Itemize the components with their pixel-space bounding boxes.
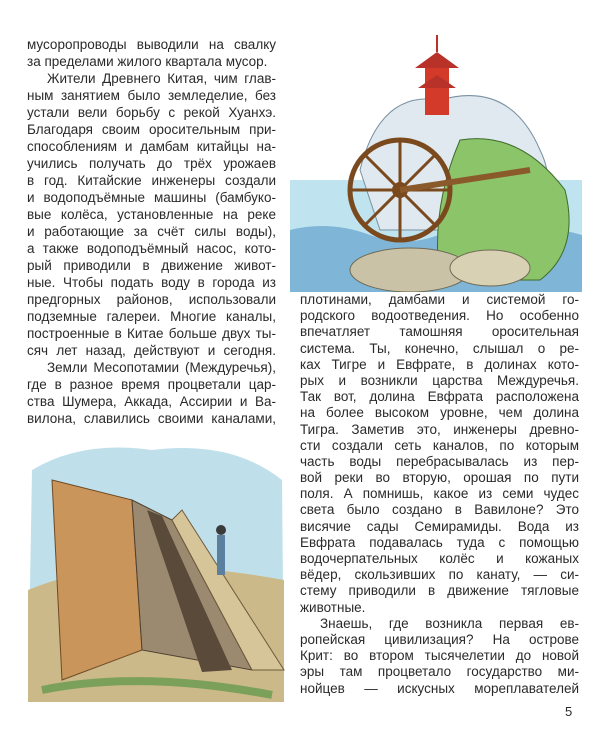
text-line: в год. Китайские инженеры создали xyxy=(27,173,276,188)
text-line: часть воды перебрасывалась из пер- xyxy=(300,453,579,469)
text-line: Жители Древнего Китая, чим глав- xyxy=(47,71,276,86)
text-line: способлениям и дамбам китайцы на- xyxy=(27,139,276,154)
text-line: сяч лет назад, действуют и сегодня. xyxy=(27,343,276,358)
text-line: вой реки во вторую, орошая по пути xyxy=(300,470,579,486)
text-line: где в разное время процветали цар- xyxy=(27,377,276,392)
text-line: мусоропроводы выводили на свалку xyxy=(27,37,276,52)
text-line: водочерпательных колёс и кожаных xyxy=(300,551,579,566)
text-line: поля. А помнишь, какое из семи чудес xyxy=(300,486,579,502)
text-line: учились получать до трёх урожаев xyxy=(27,156,276,171)
text-line: ропейская цивилизация? На острове xyxy=(300,631,579,647)
text-line: Земли Месопотамии (Междуречья), xyxy=(47,360,276,375)
text-line: вилона, славились своими каналами, xyxy=(27,411,276,426)
text-line: рых и возникли царства Междуречья. xyxy=(300,372,579,388)
text-line: и водоподъёмные машины (бамбуко- xyxy=(27,190,276,205)
text-line: ках Тигре и Евфрате, в долинах кото- xyxy=(300,356,579,372)
text-line: животные. xyxy=(300,599,366,615)
text-line: сти создали сеть каналов, по которым xyxy=(300,437,579,453)
text-line: вёдер, скользивших по канату, — си- xyxy=(300,567,579,583)
text-line: эры там процветало государство ми- xyxy=(300,664,579,680)
text-line: Знаешь, где возникла первая ев- xyxy=(320,615,579,631)
text-line: висячие сады Семирамиды. Вода из xyxy=(300,518,579,534)
page-number: 5 xyxy=(565,704,573,719)
text-line: подземные галереи. Многие каналы, xyxy=(27,309,276,324)
text-line: построенные в Китае больше двух ты- xyxy=(27,326,276,341)
text-line: ства Шумера, Аккада, Ассирии и Ва- xyxy=(27,394,276,409)
chinese-waterwheel-illustration xyxy=(290,30,582,292)
text-line: ным занятием было земледелие, без xyxy=(27,88,276,103)
text-line: ные. Чтобы подать воду в города из xyxy=(27,275,276,290)
text-line: предгорных районов, использовали xyxy=(27,292,276,307)
text-line: устали вели борьбу с рекой Хуанхэ. xyxy=(27,105,276,120)
text-line: вые колёса, установленные на реке xyxy=(27,207,276,222)
text-line: Крит: во втором тысячелетии до новой xyxy=(300,648,579,664)
text-line: за пределами жилого квартала мусор. xyxy=(27,54,268,69)
mesopotamian-aqueduct-illustration xyxy=(22,440,290,702)
text-line: и работающие за счёт силы воды), xyxy=(27,224,276,239)
text-line: Благодаря своим оросительным при- xyxy=(27,122,276,137)
text-line: Евфрата подавалась туда с помощью xyxy=(300,534,579,550)
text-line: стему приводили в движение тягловые xyxy=(300,583,579,599)
text-line: Тигра. Заметив это, инженеры древно- xyxy=(300,421,579,437)
text-line: нойцев — искусных мореплавателей xyxy=(300,680,579,696)
text-line: впечатляет тамошняя оросительная xyxy=(300,324,579,340)
left-text-column xyxy=(27,36,276,427)
text-line: Так вот, долина Евфрата расположена xyxy=(300,389,579,405)
text-line: света было создано в Вавилоне? Это xyxy=(300,502,579,518)
text-line: система. Ты, конечно, слышал о ре- xyxy=(300,340,579,356)
text-line: а также водоподъёмный насос, кото- xyxy=(27,241,276,256)
text-line: плотинами, дамбами и системой го- xyxy=(300,292,579,307)
right-text-column xyxy=(300,292,579,697)
text-line: родского водоотведения. Но особенно xyxy=(300,308,579,324)
text-line: рый приводили в движение живот- xyxy=(27,258,276,273)
text-line: на более высоком уровне, чем долина xyxy=(300,405,579,421)
